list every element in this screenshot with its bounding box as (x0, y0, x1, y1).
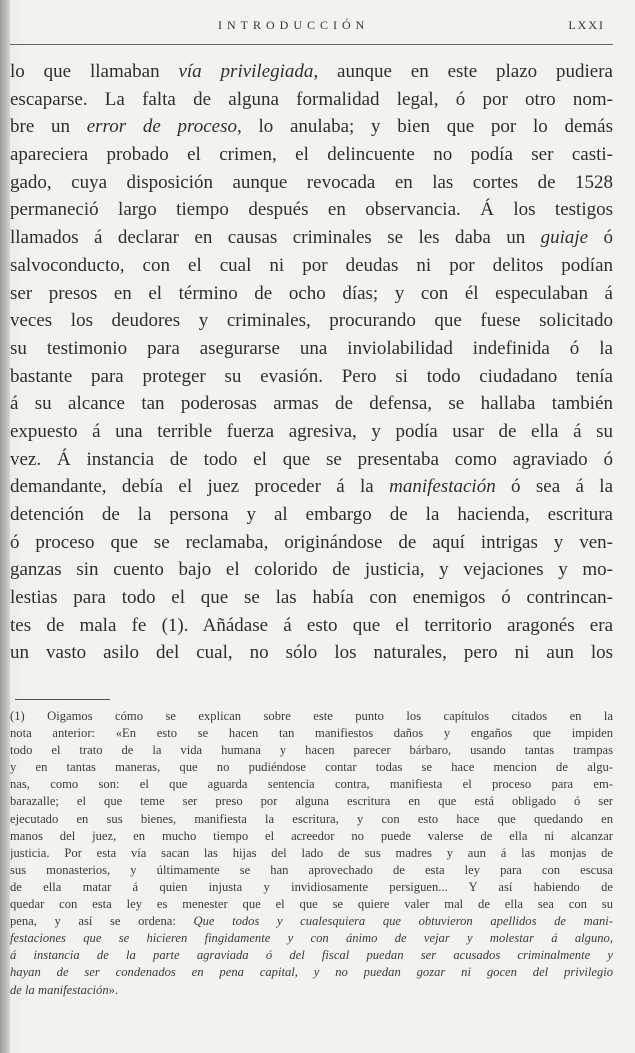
body-text: permaneció largo tiempo después en observancia. Á los testigos (10, 199, 613, 221)
body-line (10, 169, 613, 197)
body-italic-text: error de proceso (86, 116, 237, 138)
body-text: su testimonio para asegurarse una inviolabilidad indefinida ó la (10, 337, 613, 359)
footnote-line (10, 913, 613, 930)
body-line (10, 418, 613, 446)
body-line (10, 196, 613, 224)
body-line (10, 390, 613, 418)
body-text: ó sea á la (495, 476, 613, 498)
body-text: detención de la persona y al embargo de la hacienda, escritura (10, 504, 613, 525)
footnote-italic-text: hayan de ser condenados en pena capital, y no puedan gozar ni gocen del privilegio (10, 965, 613, 980)
body-text: tes de mala fe (1). Añádase á esto que el territorio aragonés era (10, 614, 613, 636)
body-line (10, 335, 613, 363)
footnote-line (10, 845, 613, 862)
body-text: lo que llamaban (10, 61, 179, 82)
body-text: á su alcance tan poderosas armas de defensa, se hallaba también (10, 393, 613, 415)
footnote-line (10, 930, 613, 947)
footnote (10, 708, 613, 999)
running-title: INTRODUCCIÓN (218, 18, 370, 32)
footnote-line (10, 982, 613, 999)
body-text: escaparse. La falta de alguna formalidad legal, ó por otro nom- (10, 88, 613, 110)
footnote-text: justicia. Por esta vía sacan las hijas del lado de sus madres y aun á las monjas de (10, 845, 613, 860)
footnote-text: ejecutado en sus bienes, manifiesta la escritura, y con esto hace que quedando en (10, 811, 613, 826)
body-text: llamados á declarar en causas criminales se les daba un (10, 227, 541, 249)
body-text: expuesto á una terrible fuerza agresiva, y podía usar de ella á su (10, 420, 613, 442)
footnote-italic-text: Que todos y cualesquiera que obtuvieron apellidos de mani- (193, 914, 613, 929)
footnote-italic-text: á instancia de la parte agraviada ó del fiscal puedan ser acusados criminalmente y (10, 948, 613, 963)
footnote-text: pena, y así se ordena: (10, 914, 194, 929)
page-number: LXXI (568, 18, 605, 32)
body-text: , lo anulaba; y bien que por lo demás (236, 116, 613, 138)
footnote-text: sus monasterios, y últimamente se han aprovechado de esta ley para con escusa (10, 862, 613, 877)
body-text: bastante para proteger su evasión. Pero si todo ciudadano tenía (10, 365, 613, 387)
body-text: un vasto asilo del cual, no sólo los naturales, pero ni aun los (10, 642, 613, 664)
body-line (10, 58, 613, 86)
footnote-text: y en tantas maneras, que no pudiéndose contar todas se hace mencion de algu- (10, 760, 613, 775)
footnote-line (10, 759, 613, 776)
body-italic-text: vía privilegiada (178, 61, 314, 82)
body-line (10, 141, 613, 169)
body-line (10, 224, 613, 252)
footnote-line (10, 947, 613, 964)
body-text: ganzas sin cuento bajo el colorido de justicia, y vejaciones y mo- (10, 559, 613, 581)
footnote-text: ». (108, 982, 119, 997)
body-italic-text: manifestación (389, 476, 496, 498)
footnote-text: nota anterior: «En esto se hacen tan manifiestos daños y engaños que impiden (10, 726, 613, 741)
body-text: ser presos en el término de ocho días; y con él especulaban á (10, 282, 613, 304)
footnote-italic-text: festaciones que se hicieren fingidamente y con ánimo de vejar y molestar á alguno, (10, 931, 613, 946)
body-line (10, 473, 613, 501)
footnote-line (10, 879, 613, 896)
body-text: , aunque en este plazo pudiera (313, 61, 613, 82)
footnote-text: barazalle; el que teme ser preso por alguna escritura en que está obligado ó ser (10, 794, 613, 809)
body-text: lestias para todo el que se las había con enemigos ó contrincan- (10, 587, 613, 609)
footnote-rule (15, 699, 110, 700)
footnote-line (10, 811, 613, 828)
body-text: ó proceso que se reclamaba, originándose de aquí intrigas y ven- (10, 531, 613, 553)
footnote-text: nas, como son: el que aguarda sentencia contra, manifiesta el proceso para em- (10, 777, 613, 792)
footnote-text: de ella matar á quien injusta y invidiosamente persiguen... Y así habiendo de (10, 879, 613, 894)
footnote-text: quedar con esta ley es menester que el que se quiere valer mal de ella sea con su (10, 897, 613, 912)
footnote-line (10, 964, 613, 981)
footnote-line (10, 862, 613, 879)
body-text: salvoconducto, con el cual ni por deudas ni por delitos podían (10, 254, 613, 276)
body-line (10, 252, 613, 280)
body-line (10, 280, 613, 308)
footnote-line (10, 793, 613, 810)
body-line (10, 639, 613, 667)
running-header (50, 18, 605, 40)
body-text: ó (588, 227, 613, 249)
body-line (10, 86, 613, 114)
body-text: bre un (10, 116, 87, 138)
body-text: demandante, debía el juez proceder á la (10, 476, 390, 498)
body-line (10, 363, 613, 391)
body-text: veces los deudores y criminales, procurando que fuese solicitado (10, 310, 613, 332)
body-line (10, 501, 613, 529)
main-text (10, 58, 613, 667)
body-line (10, 113, 613, 141)
footnote-line (10, 776, 613, 793)
footnote-line (10, 742, 613, 759)
body-line (10, 307, 613, 335)
footnote-line (10, 896, 613, 913)
body-line (10, 446, 613, 474)
footnote-line (10, 725, 613, 742)
body-line (10, 612, 613, 640)
footnote-line (10, 828, 613, 845)
body-text: vez. Á instancia de todo el que se presentaba como agraviado ó (10, 448, 613, 470)
binding-gutter (0, 0, 10, 1053)
body-italic-text: guiaje (540, 227, 589, 249)
header-rule (10, 44, 613, 45)
body-text: gado, cuya disposición aunque revocada en las cortes de 1528 (10, 171, 613, 193)
body-line (10, 556, 613, 584)
body-line (10, 584, 613, 612)
footnote-line (10, 708, 613, 725)
body-line (10, 529, 613, 557)
body-text: apareciera probado el crimen, el delincuente no podía ser casti- (10, 144, 613, 166)
footnote-text: (1) Oigamos cómo se explican sobre este punto los capítulos citados en la (10, 709, 613, 723)
footnote-text: todo el trato de la vida humana y hacen parecer bárbaro, usando tantas trampas (10, 743, 613, 758)
footnote-text: manos del juez, en mucho tiempo el acreedor no puede valerse de ella ni alcanzar (10, 828, 613, 843)
footnote-italic-text: de la manifestación (10, 982, 109, 997)
